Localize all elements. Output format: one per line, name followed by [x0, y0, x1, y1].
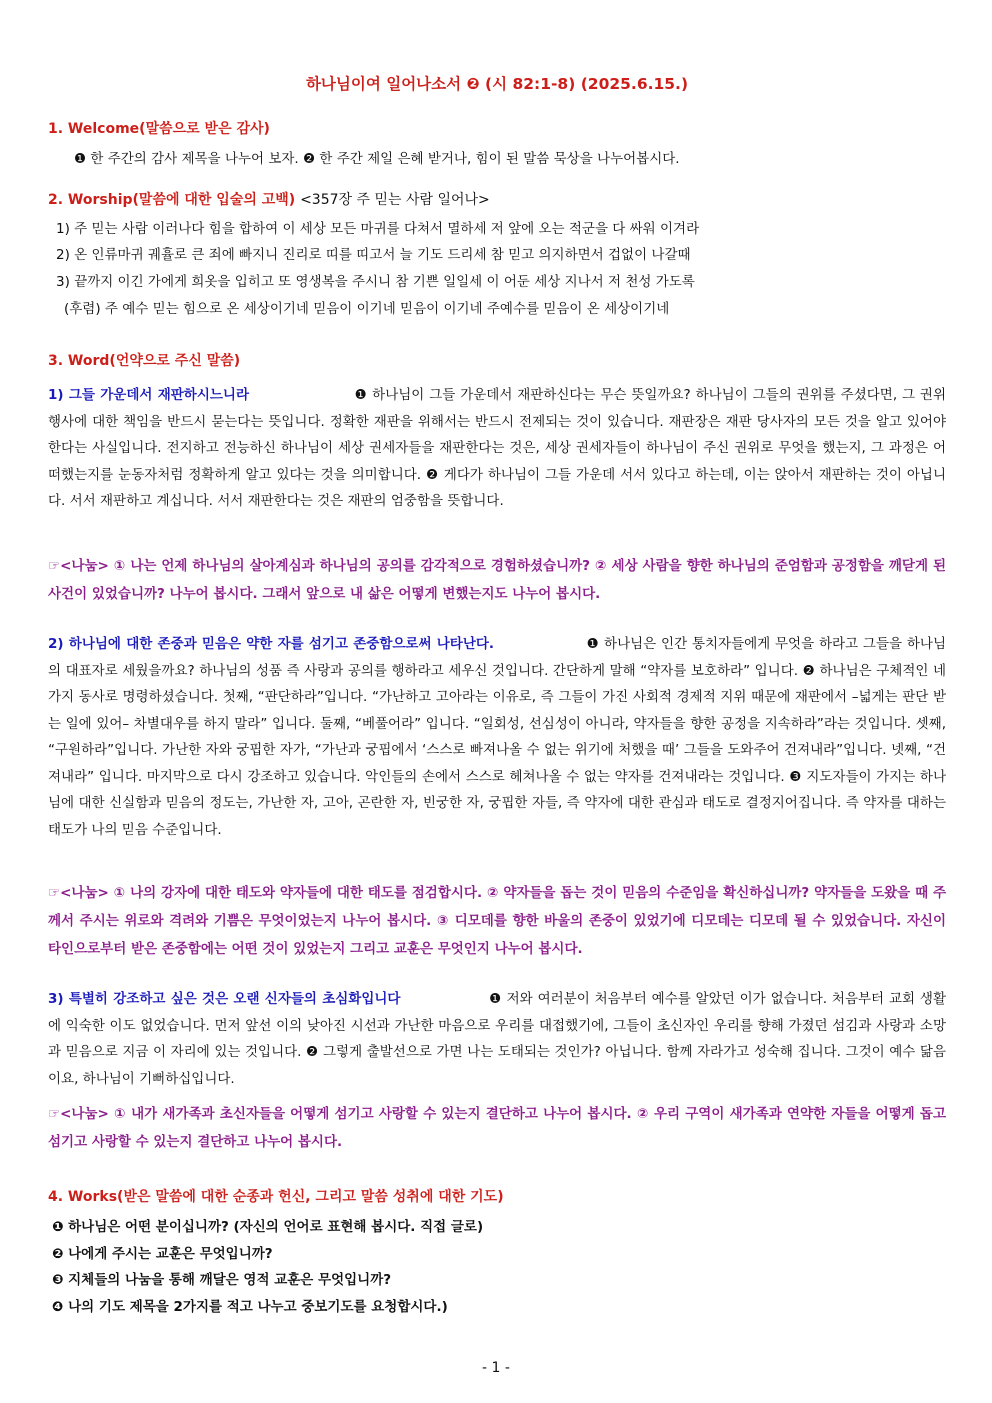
point-1-body: ❶ 하나님이 그들 가운데서 재판하신다는 무슨 뜻일까요? 하나님이 그들의 권위를 주셨다면, 그 권위 행사에 대한 책임을 반드시 묻는다는 뜻입니다. 정확한 재판을 위해서는 반드시 전제되는 것이 있습니다. 재판장은 재판 당사자의 모든 것을 알고 있어야 한다는 사실입니다. 전지하고 전능하신 하나님이 세상 권세자들을 재판한다는 것은, 세상 권세자들이 하나님이 주신 권위로 무엇을 했는지, 그 과정은 어떠했는지를 눈동자처럼 정확하게 알고 있다는 것을 의미합니다. ❷ 게다가 하나님이 그들 가운데 서서 있다고 하는데, 이는 앉아서 재판하는 것이 아닙니다. 서서 재판하고 계십니다. 서서 재판한다는 것은 재판의 엄중함을 뜻합니다.	[48, 387, 947, 509]
word-point-1	[48, 382, 946, 515]
page-number: - 1 -	[482, 1360, 510, 1376]
point-2-title: 2) 하나님에 대한 존중과 믿음은 약한 자를 섬기고 존중함으로써 나타난다.	[48, 636, 495, 652]
word-point-2	[48, 631, 946, 843]
welcome-line: ❶ 한 주간의 감사 제목을 나누어 보자. ❷ 한 주간 제일 은혜 받거나, 힘이 된 말씀 묵상을 나누어봅시다.	[74, 151, 680, 167]
point-3-body: ❶ 저와 여러분이 처음부터 예수를 알았던 이가 없습니다. 처음부터 교회 생활에 익숙한 이도 없었습니다. 먼저 앞선 이의 낮아진 시선과 가난한 마음으로 우리를 대접했기에, 그들이 초신자인 우리를 향해 가졌던 섬김과 사랑과 소망과 믿음으로 지금 이 자리에 있는 것입니다. ❷ 그렇게 출발선으로 가면 나는 도태되는 것인가? 아닙니다. 함께 자라가고 성숙해 집니다. 그것이 예수 닮음이요, 하나님이 기뻐하십입니다.	[48, 991, 946, 1087]
point-3-title: 3) 특별히 강조하고 싶은 것은 오랜 신자들의 초심화입니다	[48, 991, 401, 1007]
hymn-title: <357장 주 믿는 사람 일어나>	[300, 192, 490, 208]
word-point-3	[48, 986, 946, 1092]
hymn-verse-3: 3) 끝까지 이긴 가에게 희옷을 입히고 또 영생복을 주시니 참 기쁜 일일세 이 어둔 세상 지나서 저 천성 가도록	[56, 274, 695, 290]
hymn-verse-1: 1) 주 믿는 사람 이러나다 힘을 합하여 이 세상 모든 마귀를 다쳐서 멸하세 저 앞에 오는 적군을 다 싸워 이겨라	[56, 221, 700, 237]
hymn-verse-2: 2) 온 인류마귀 궤휼로 큰 죄에 빠지니 진리로 띠를 띠고서 늘 기도 드리세 참 믿고 의지하면서 겁없이 나갈때	[56, 247, 691, 263]
works-item-2: ❷ 나에게 주시는 교훈은 무엇입니까?	[52, 1246, 273, 1262]
point-3-share: ☞<나눔> ① 내가 새가족과 초신자들을 어떻게 섬기고 사랑할 수 있는지 결단하고 나누어 봅시다. ② 우리 구역이 새가족과 연약한 자들을 어떻게 돕고 섬기고 사랑할 수 있는지 결단하고 나누어 봅시다.	[48, 1106, 946, 1150]
works-heading: 4. Works(받은 말씀에 대한 순종과 헌신, 그리고 말씀 성취에 대한 기도)	[48, 1189, 504, 1205]
point-1-title: 1) 그들 가운데서 재판하시느니라	[48, 387, 249, 403]
point-2-body: ❶ 하나님은 인간 통치자들에게 무엇을 하라고 그들을 하나님의 대표자로 세웠을까요? 하나님의 성품 즉 사랑과 공의를 행하라고 세우신 것입니다. 간단하게 말해 “약자를 보호하라” 입니다. ❷ 하나님은 구체적인 네 가지 동사로 명령하셨습니다. 첫째, “판단하라”입니다. “가난하고 고아라는 이유로, 즉 그들이 가진 사회적 경제적 지위 때문에 재판에서 –넓게는 판단 받는 일에 있어– 차별대우를 하지 말라” 입니다. 둘째, “베풀어라” 입니다. “일회성, 선심성이 아니라, 약자들을 향한 공정을 지속하라”라는 것입니다. 셋째, “구원하라”입니다. 가난한 자와 궁핍한 자가, “가난과 궁핍에서 ‘스스로 빠져나올 수 없는 위기에 처했을 때’ 그들을 도와주어 건져내라”입니다. 넷째, “건져내라” 입니다. 마지막으로 다시 강조하고 있습니다. 악인들의 손에서 스스로 헤쳐나올 수 없는 약자를 건져내라는 것입니다. ❸ 지도자들이 가지는 하나님에 대한 신실함과 믿음의 정도는, 가난한 자, 고아, 곤란한 자, 빈궁한 자, 궁핍한 자들, 즉 약자에 대한 관심과 태도로 결정지어집니다. 즉 약자를 대하는 태도가 나의 믿음 수준입니다.	[48, 636, 946, 838]
works-item-4: ❹ 나의 기도 제목을 2가지를 적고 나누고 중보기도를 요청합시다.)	[52, 1299, 448, 1315]
works-item-3: ❸ 지체들의 나눔을 통해 깨달은 영적 교훈은 무엇입니까?	[52, 1272, 392, 1288]
worship-heading: 2. Worship(말씀에 대한 입술의 고백)	[48, 192, 296, 208]
hymn-chorus: (후렴) 주 예수 믿는 힘으로 온 세상이기네 믿음이 이기네 믿음이 이기네 주예수를 믿음이 온 세상이기네	[64, 301, 670, 317]
page-title: 하나님이여 일어나소서 ❷ (시 82:1-8) (2025.6.15.)	[305, 75, 689, 93]
point-1-share: ☞<나눔> ① 나는 언제 하나님의 살아계심과 하나님의 공의를 감각적으로 경험하셨습니까? ② 세상 사람을 향한 하나님의 준엄함과 공정함을 깨닫게 된 사건이 있었습니까? 나누어 봅시다. 그래서 앞으로 내 삶은 어떻게 변했는지도 나누어 봅시다.	[48, 558, 946, 602]
word-heading: 3. Word(언약으로 주신 말씀)	[48, 353, 241, 369]
works-item-1: ❶ 하나님은 어떤 분이십니까? (자신의 언어로 표현해 봅시다. 직접 글로)	[52, 1219, 484, 1235]
point-2-share: ☞<나눔> ① 나의 강자에 대한 태도와 약자들에 대한 태도를 점검합시다. ② 약자들을 돕는 것이 믿음의 수준임을 확신하십니까? 약자들을 도왔을 때 주께서 주시는 위로와 격려와 기쁨은 무엇이었는지 나누어 봅시다. ③ 디모데를 향한 바울의 존중이 있었기에 디모데는 디모데 될 수 있었습니다. 자신이 타인으로부터 받은 존중함에는 어떤 것이 있었는지 그리고 교훈은 무엇인지 나누어 봅시다.	[48, 885, 946, 957]
worship-heading-row	[48, 189, 490, 209]
welcome-heading: 1. Welcome(말씀으로 받은 감사)	[48, 121, 270, 137]
